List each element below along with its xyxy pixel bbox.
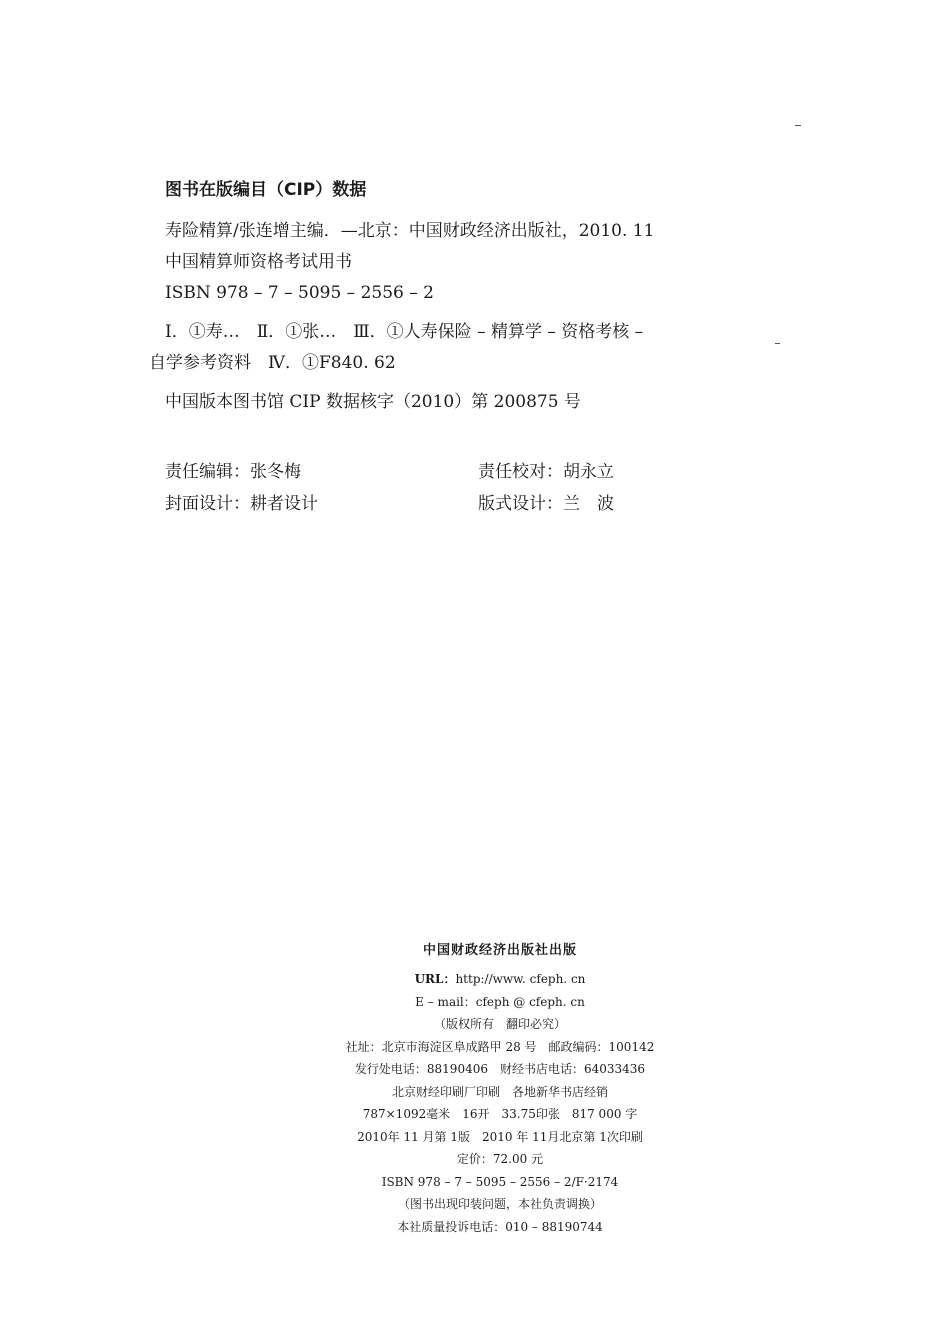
url-value: http://www. cfeph. cn: [455, 972, 586, 986]
full-isbn-line: ISBN 978 – 7 – 5095 – 2556 – 2/F·2174: [381, 1174, 619, 1189]
url-label: URL：: [414, 972, 456, 986]
layout-design-credit: 版式设计：兰 波: [478, 494, 614, 514]
staff-credits: [165, 456, 785, 520]
url-line: [250, 968, 750, 991]
cip-record-number: 中国版本图书馆 CIP 数据核字（2010）第 200875 号: [165, 392, 581, 412]
cip-title-line: 寿险精算/张连增主编．—北京：中国财政经济出版社，2010. 11: [165, 221, 655, 241]
printer-line: 北京财经印刷厂印刷 各地新华书店经销: [391, 1084, 608, 1099]
editor-credit: 责任编辑：张冬梅: [165, 462, 301, 482]
cip-subject-line-continued: 自学参考资料 Ⅳ．①F840. 62: [149, 353, 396, 373]
email-line: E – mail：cfeph @ cfeph. cn: [415, 994, 585, 1009]
address-line: 社址：北京市海淀区阜成路甲 28 号 邮政编码：100142: [345, 1039, 655, 1054]
staff-row: [165, 488, 785, 520]
cip-block: [149, 176, 785, 418]
publisher-line: 中国财政经济出版社出版: [422, 943, 577, 958]
proofreader-credit: 责任校对：胡永立: [478, 462, 614, 482]
scan-speck: [795, 125, 801, 126]
staff-row: [165, 456, 785, 488]
format-line: 787×1092毫米 16开 33.75印张 817 000 字: [362, 1107, 638, 1121]
notice-line: （图书出现印装问题，本社负责调换）: [397, 1197, 602, 1211]
cip-subject-line: Ⅰ．①寿… Ⅱ．①张… Ⅲ．①人寿保险 – 精算学 – 资格考核 –: [165, 322, 644, 342]
imprint-block: [250, 939, 750, 1238]
edition-line: 2010年 11 月第 1版 2010 年 11月北京第 1次印刷: [357, 1129, 643, 1144]
complaint-line: 本社质量投诉电话：010 – 88190744: [397, 1219, 603, 1234]
cip-series-line: 中国精算师资格考试用书: [165, 252, 352, 272]
phones-line: 发行处电话：88190406 财经书店电话：64033436: [354, 1062, 646, 1076]
rights-line: （版权所有 翻印必究）: [433, 1017, 566, 1031]
scan-speck: [775, 343, 780, 344]
cip-title: 图书在版编目（CIP）数据: [165, 180, 367, 200]
cover-design-credit: 封面设计：耕者设计: [165, 494, 318, 514]
price-line: 定价：72.00 元: [456, 1152, 544, 1166]
cip-isbn-line: ISBN 978 – 7 – 5095 – 2556 – 2: [165, 283, 434, 303]
